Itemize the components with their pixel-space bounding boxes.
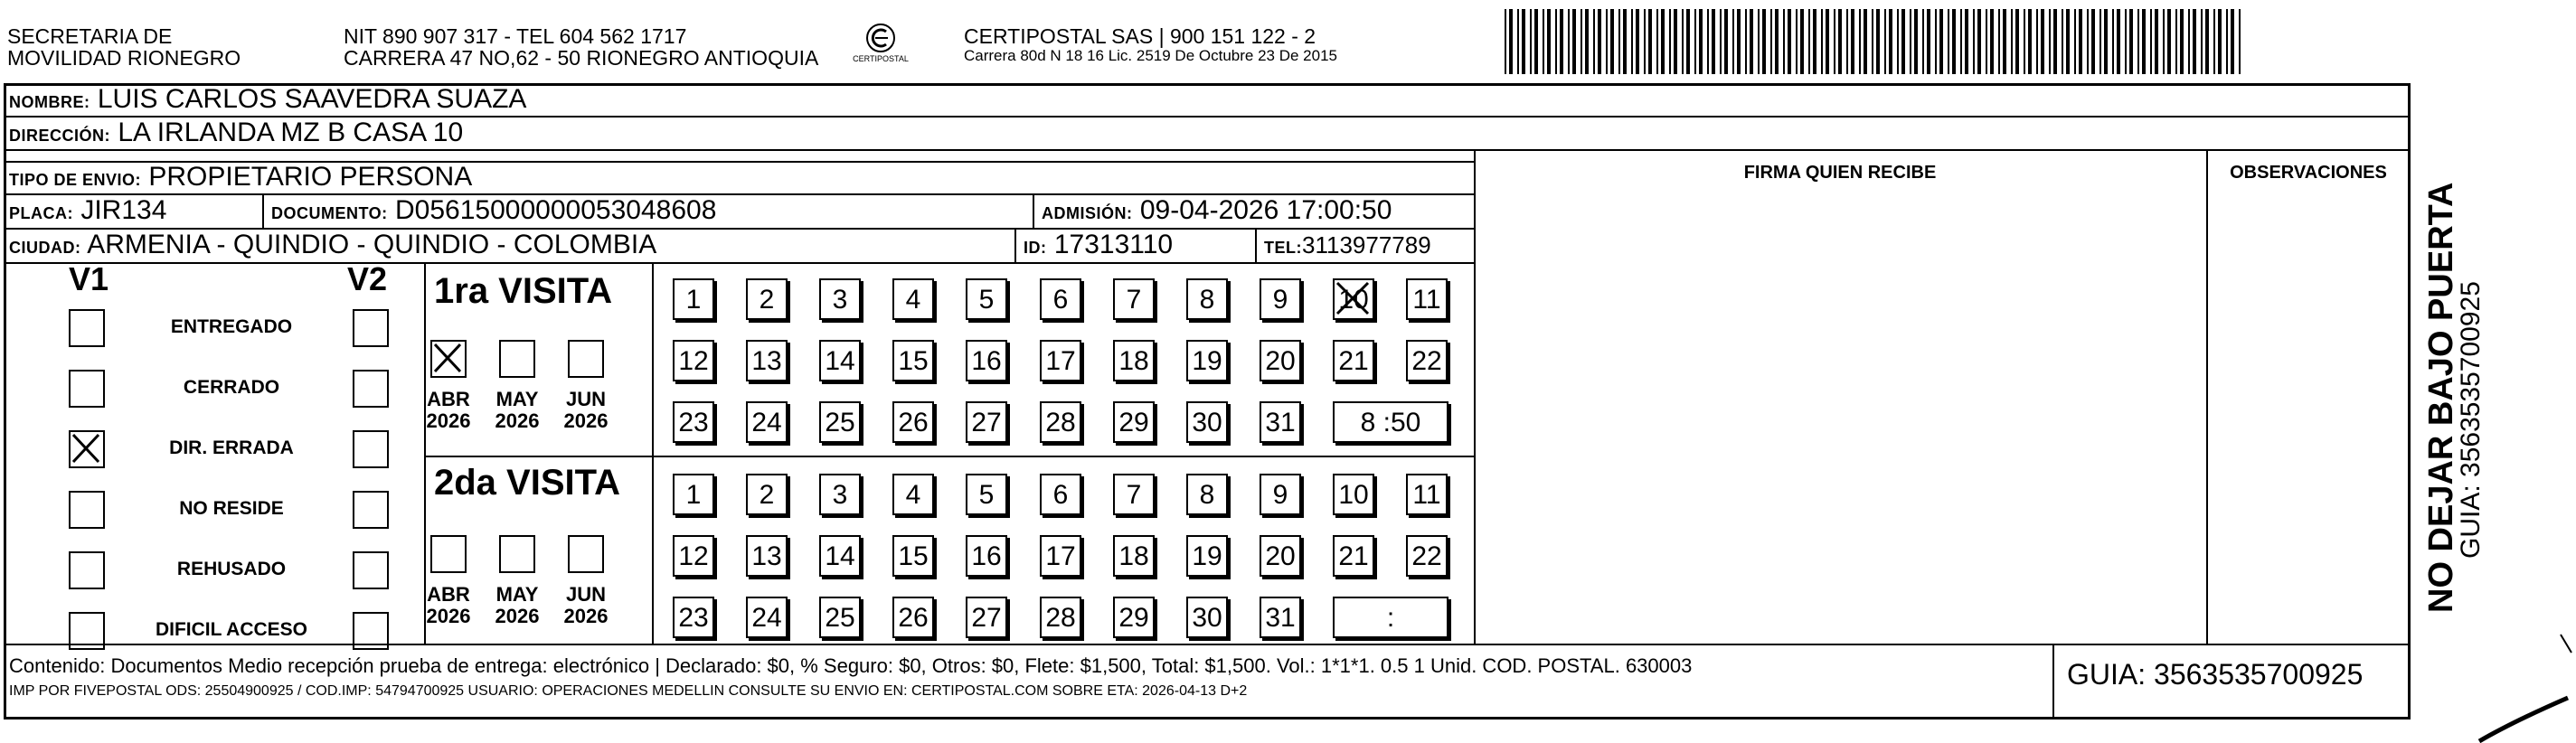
month-year: 2026 (426, 605, 471, 627)
day-box[interactable]: 10 (1333, 474, 1374, 515)
visit2-title: 2da VISITA (434, 463, 620, 503)
address-line: CARRERA 47 NO,62 - 50 RIONEGRO ANTIOQUIA (344, 46, 819, 70)
day-box[interactable]: 13 (746, 340, 788, 381)
month-year: 2026 (495, 605, 540, 627)
v1-checkbox[interactable] (69, 370, 105, 408)
visit1-title: 1ra VISITA (434, 271, 613, 311)
day-box[interactable]: 15 (892, 340, 934, 381)
observaciones-header: OBSERVACIONES (2230, 163, 2387, 183)
v1-checkbox[interactable] (69, 430, 105, 468)
day-box[interactable]: 12 (673, 340, 714, 381)
month-name: ABR (427, 583, 470, 606)
svg-text:CERTIPOSTAL: CERTIPOSTAL (853, 54, 909, 63)
day-box[interactable]: 25 (819, 597, 861, 638)
v2-checkbox[interactable] (353, 612, 389, 650)
month-checkbox[interactable] (499, 340, 535, 378)
day-box[interactable]: 7 (1113, 278, 1155, 320)
ciudad-row: CIUDAD: ARMENIA - QUINDIO - QUINDIO - COLOMBIA (9, 230, 657, 259)
x-mark (432, 342, 465, 376)
v2-checkbox[interactable] (353, 491, 389, 529)
day-box[interactable]: 28 (1040, 597, 1081, 638)
nit-line: NIT 890 907 317 - TEL 604 562 1717 (344, 24, 687, 48)
day-box[interactable]: 16 (966, 340, 1007, 381)
tel-row: TEL:3113977789 (1264, 231, 1431, 259)
status-label: DIFICIL ACCESO (155, 619, 307, 640)
day-box[interactable]: 9 (1260, 278, 1301, 320)
day-box[interactable]: 9 (1260, 474, 1301, 515)
day-box[interactable]: 20 (1260, 535, 1301, 577)
v2-checkbox[interactable] (353, 309, 389, 347)
v2-label: V2 (347, 260, 388, 297)
v2-checkbox[interactable] (353, 430, 389, 468)
month-year: 2026 (426, 409, 471, 432)
day-box[interactable]: 2 (746, 474, 788, 515)
day-box[interactable]: 13 (746, 535, 788, 577)
day-box[interactable]: 26 (892, 597, 934, 638)
day-box[interactable]: 15 (892, 535, 934, 577)
admision-value: 09-04-2026 17:00:50 (1139, 195, 1392, 225)
month-year: 2026 (495, 409, 540, 432)
day-box[interactable]: 31 (1260, 401, 1301, 443)
documento-row: DOCUMENTO: D05615000000053048608 (271, 195, 717, 225)
day-box[interactable]: 17 (1040, 340, 1081, 381)
day-box[interactable]: 20 (1260, 340, 1301, 381)
side-guia: GUIA: 3563535700925 (2456, 281, 2483, 559)
ciudad-value: ARMENIA - QUINDIO - QUINDIO - COLOMBIA (87, 230, 657, 259)
day-box[interactable]: 11 (1406, 474, 1448, 515)
v1-label: V1 (69, 260, 109, 297)
courier-line-2: Carrera 80d N 18 16 Lic. 2519 De Octubre 23 De 2015 (964, 47, 1337, 64)
day-box[interactable]: 1 (673, 474, 714, 515)
day-box[interactable]: 14 (819, 535, 861, 577)
month-year: 2026 (563, 409, 609, 432)
admision-row: ADMISIÓN: 09-04-2026 17:00:50 (1042, 195, 1392, 225)
month-checkbox[interactable] (568, 340, 604, 378)
side-label (2420, 110, 2483, 616)
day-box[interactable]: 11 (1406, 278, 1448, 320)
month-name: ABR (427, 388, 470, 410)
day-box[interactable]: 23 (673, 597, 714, 638)
nombre-value: LUIS CARLOS SAAVEDRA SUAZA (97, 84, 527, 114)
barcode (1505, 9, 2246, 74)
day-box[interactable]: 18 (1113, 535, 1155, 577)
v1-checkbox[interactable] (69, 551, 105, 589)
status-label: DIR. ERRADA (169, 437, 294, 458)
tipo-envio-row: TIPO DE ENVIO: PROPIETARIO PERSONA (9, 162, 473, 192)
day-box[interactable]: 4 (892, 474, 934, 515)
certipostal-logo (839, 20, 922, 69)
time-box[interactable]: 8 :50 (1333, 401, 1448, 443)
courier-line-1: CERTIPOSTAL SAS | 900 151 122 - 2 (964, 24, 1316, 48)
day-box[interactable]: 7 (1113, 474, 1155, 515)
day-box[interactable]: 29 (1113, 597, 1155, 638)
month-label (488, 584, 546, 627)
v2-checkbox[interactable] (353, 370, 389, 408)
documento-value: D05615000000053048608 (395, 195, 717, 225)
day-box[interactable]: 29 (1113, 401, 1155, 443)
day-box[interactable]: 6 (1040, 474, 1081, 515)
day-box[interactable]: 3 (819, 278, 861, 320)
direccion-value: LA IRLANDA MZ B CASA 10 (118, 118, 464, 147)
entity-name (7, 25, 241, 69)
month-label (420, 389, 477, 432)
day-box[interactable]: 23 (673, 401, 714, 443)
month-label (420, 584, 477, 627)
day-box[interactable]: 17 (1040, 535, 1081, 577)
day-box[interactable]: 21 (1333, 340, 1374, 381)
day-box[interactable]: 27 (966, 401, 1007, 443)
v2-checkbox[interactable] (353, 551, 389, 589)
day-box[interactable]: 5 (966, 474, 1007, 515)
day-box[interactable]: 1 (673, 278, 714, 320)
day-box[interactable]: 2 (746, 278, 788, 320)
courier-info (964, 25, 1337, 65)
entity-line-2: MOVILIDAD RIONEGRO (7, 46, 241, 70)
day-box[interactable]: 3 (819, 474, 861, 515)
day-box[interactable]: 26 (892, 401, 934, 443)
x-mark (1335, 280, 1373, 318)
tipo-envio-value: PROPIETARIO PERSONA (148, 162, 473, 192)
day-box[interactable]: 24 (746, 597, 788, 638)
nombre-row: NOMBRE: LUIS CARLOS SAAVEDRA SUAZA (9, 84, 527, 114)
firma-header: FIRMA QUIEN RECIBE (1743, 163, 1937, 183)
status-label: REHUSADO (176, 559, 287, 579)
month-name: MAY (495, 388, 539, 410)
day-box[interactable]: 31 (1260, 597, 1301, 638)
day-box-marked[interactable]: 10 (1333, 278, 1374, 320)
id-row: ID: 17313110 (1024, 230, 1174, 259)
footer-print-info: IMP POR FIVEPOSTAL ODS: 25504900925 / COD.IMP: 54794700925 USUARIO: OPERACIONES MEDELLIN CONSULTE SU ENVIO EN: CERTIPOSTAL.COM SOBRE ETA: 2026-04-13 D+2 (9, 683, 1248, 699)
month-checkbox[interactable] (430, 340, 467, 378)
day-box[interactable]: 4 (892, 278, 934, 320)
day-box[interactable]: 18 (1113, 340, 1155, 381)
day-box[interactable]: 30 (1186, 401, 1228, 443)
day-box[interactable]: 27 (966, 597, 1007, 638)
day-box[interactable]: 28 (1040, 401, 1081, 443)
status-label: CERRADO (183, 377, 280, 398)
day-box[interactable]: 21 (1333, 535, 1374, 577)
day-box[interactable]: 14 (819, 340, 861, 381)
month-name: JUN (565, 388, 606, 410)
tel-value: 3113977789 (1302, 231, 1431, 259)
id-value: 17313110 (1053, 230, 1174, 259)
month-name: MAY (495, 583, 539, 606)
entity-contact (344, 25, 818, 69)
month-checkbox[interactable] (499, 535, 535, 573)
day-box[interactable]: 25 (819, 401, 861, 443)
footer-content: Contenido: Documentos Medio recepción prueba de entrega: electrónico | Declarado: $0, % Seguro: $0, Otros: $0, Flete: $1,500, Total: $1,500. Vol.: 1*1*1. 0.5 1 Unid. COD. POSTAL. 630003 (9, 654, 1693, 677)
day-box[interactable]: 19 (1186, 535, 1228, 577)
month-year: 2026 (563, 605, 609, 627)
v1-checkbox[interactable] (69, 612, 105, 650)
month-label (488, 389, 546, 432)
day-box[interactable]: 12 (673, 535, 714, 577)
placa-row: PLACA: JIR134 (9, 195, 167, 225)
day-box[interactable]: 19 (1186, 340, 1228, 381)
status-label: ENTREGADO (170, 316, 293, 337)
time-box[interactable]: : (1333, 597, 1448, 638)
day-box[interactable]: 8 (1186, 278, 1228, 320)
x-mark (71, 432, 103, 466)
entity-line-1: SECRETARIA DE (7, 24, 173, 48)
day-box[interactable]: 30 (1186, 597, 1228, 638)
month-name: JUN (565, 583, 606, 606)
day-box[interactable]: 22 (1406, 340, 1448, 381)
footer-guia: GUIA: 3563535700925 (2067, 658, 2364, 691)
v1-checkbox[interactable] (69, 491, 105, 529)
day-box[interactable]: 22 (1406, 535, 1448, 577)
month-label (557, 584, 615, 627)
month-checkbox[interactable] (430, 535, 467, 573)
day-box[interactable]: 16 (966, 535, 1007, 577)
status-label: NO RESIDE (179, 498, 284, 519)
fold-corner (2477, 633, 2576, 743)
placa-value: JIR134 (80, 195, 167, 225)
day-box[interactable]: 8 (1186, 474, 1228, 515)
month-label (557, 389, 615, 432)
day-box[interactable]: 5 (966, 278, 1007, 320)
direccion-row: DIRECCIÓN: LA IRLANDA MZ B CASA 10 (9, 118, 464, 147)
v1-checkbox[interactable] (69, 309, 105, 347)
side-title: NO DEJAR BAJO PUERTA (2422, 182, 2460, 613)
day-box[interactable]: 6 (1040, 278, 1081, 320)
day-box[interactable]: 24 (746, 401, 788, 443)
month-checkbox[interactable] (568, 535, 604, 573)
